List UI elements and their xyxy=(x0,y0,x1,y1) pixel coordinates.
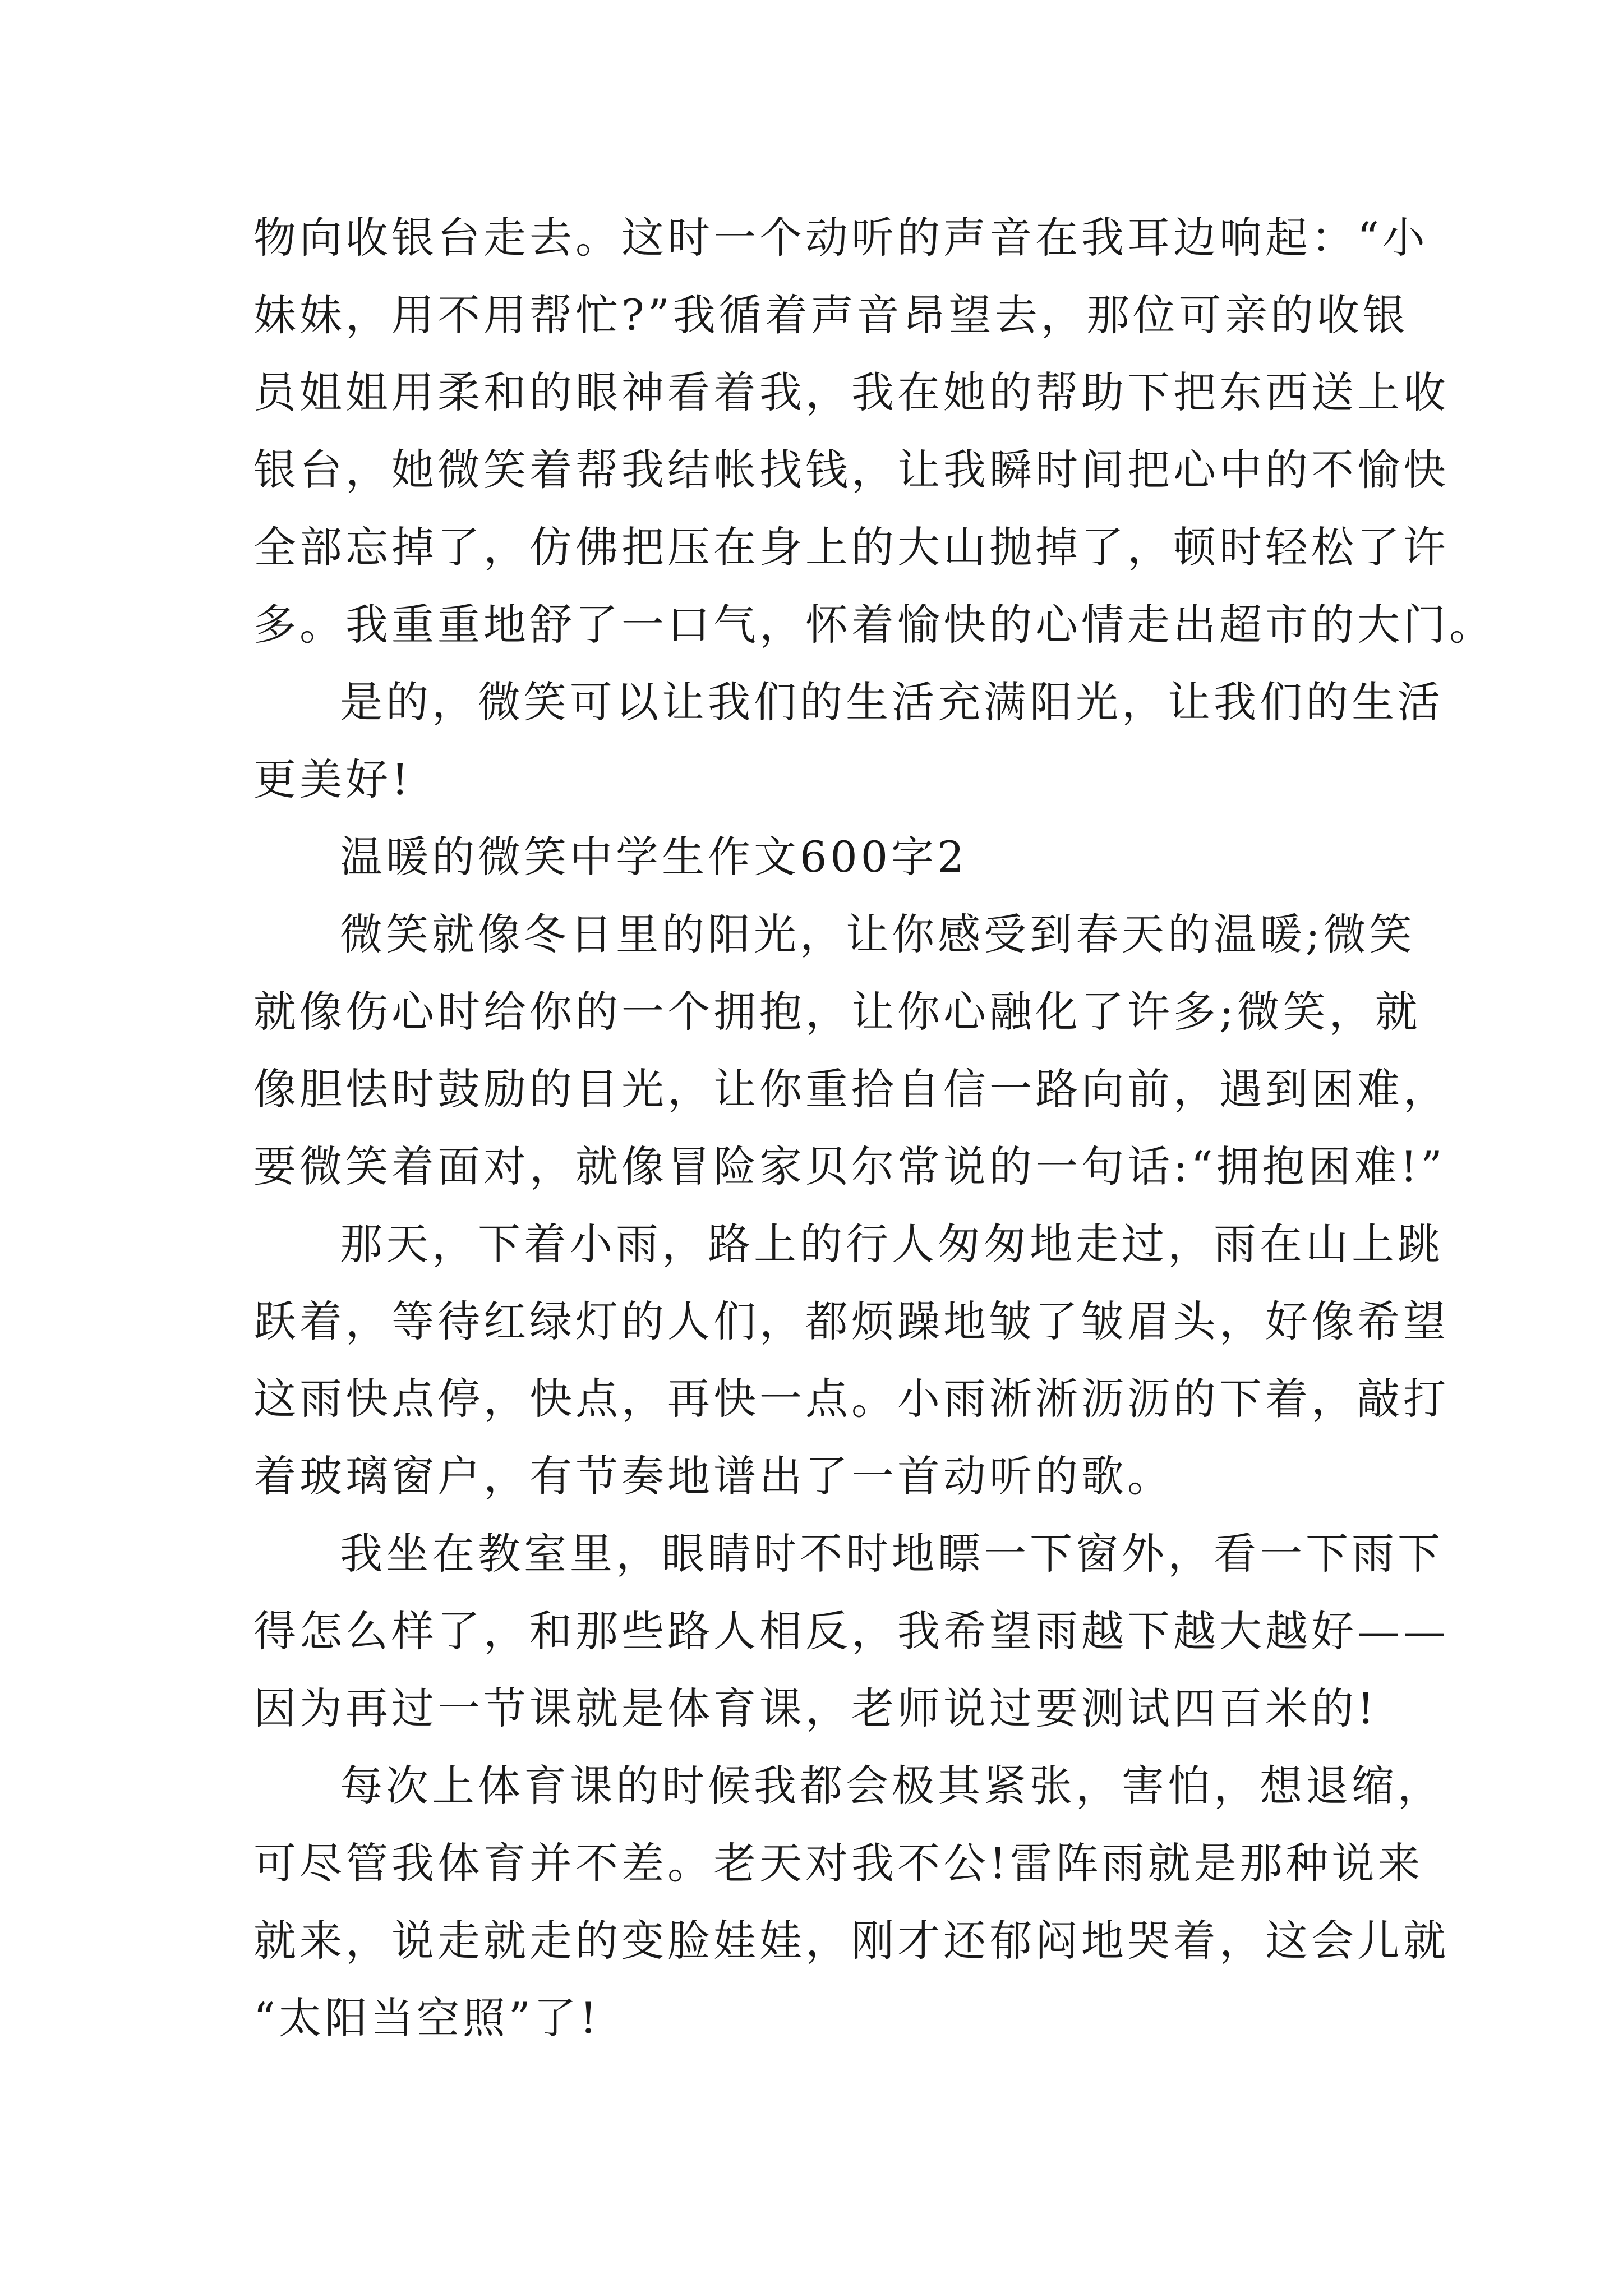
text-line: 可尽管我体育并不差。老天对我不公!雷阵雨就是那种说来 xyxy=(253,1838,1424,1888)
paragraph-first-line: 那天，下着小雨，路上的行人匆匆地走过，雨在山上跳 xyxy=(340,1219,1444,1269)
text-line: 因为再过一节课就是体育课，老师说过要测试四百米的! xyxy=(253,1683,1378,1733)
text-line: 全部忘掉了，仿佛把压在身上的大山抛掉了，顿时轻松了许 xyxy=(253,522,1449,572)
text-line: 多。我重重地舒了一口气，怀着愉快的心情走出超市的大门。 xyxy=(253,600,1495,650)
text-line: 员姐姐用柔和的眼神看着我，我在她的帮助下把东西送上收 xyxy=(253,367,1449,417)
text-line: 这雨快点停，快点，再快一点。小雨淅淅沥沥的下着，敲打 xyxy=(253,1374,1449,1424)
paragraph-first-line: 我坐在教室里，眼睛时不时地瞟一下窗外，看一下雨下 xyxy=(340,1529,1444,1579)
text-line: 得怎么样了，和那些路人相反，我希望雨越下越大越好—— xyxy=(253,1606,1449,1656)
text-line: 物向收银台走去。这时一个动听的声音在我耳边响起：“小 xyxy=(253,213,1428,263)
paragraph-first-line: 微笑就像冬日里的阳光，让你感受到春天的温暖;微笑 xyxy=(340,909,1415,959)
paragraph-first-line: 每次上体育课的时候我都会极其紧张，害怕，想退缩， xyxy=(340,1761,1444,1811)
text-line: 像胆怯时鼓励的目光，让你重拾自信一路向前，遇到困难， xyxy=(253,1064,1449,1114)
text-line: 就来，说走就走的变脸娃娃，刚才还郁闷地哭着，这会儿就 xyxy=(253,1916,1449,1966)
paragraph-first-line: 是的，微笑可以让我们的生活充满阳光，让我们的生活 xyxy=(340,677,1444,727)
text-line: 银台，她微笑着帮我结帐找钱，让我瞬时间把心中的不愉快 xyxy=(253,445,1449,495)
text-line: 着玻璃窗户，有节奏地谱出了一首动听的歌。 xyxy=(253,1451,1173,1501)
section-heading: 温暖的微笑中学生作文600字2 xyxy=(340,832,968,882)
text-line: “太阳当空照”了! xyxy=(253,1993,601,2043)
text-line: 要微笑着面对，就像冒险家贝尔常说的一句话:“拥抱困难!” xyxy=(253,1142,1446,1191)
text-line: 妹妹，用不用帮忙?”我循着声音昂望去，那位可亲的收银 xyxy=(253,290,1409,340)
text-line: 跃着，等待红绿灯的人们，都烦躁地皱了皱眉头，好像希望 xyxy=(253,1296,1449,1346)
text-line: 就像伤心时给你的一个拥抱，让你心融化了许多;微笑，就 xyxy=(253,987,1421,1037)
text-line: 更美好! xyxy=(253,754,412,804)
